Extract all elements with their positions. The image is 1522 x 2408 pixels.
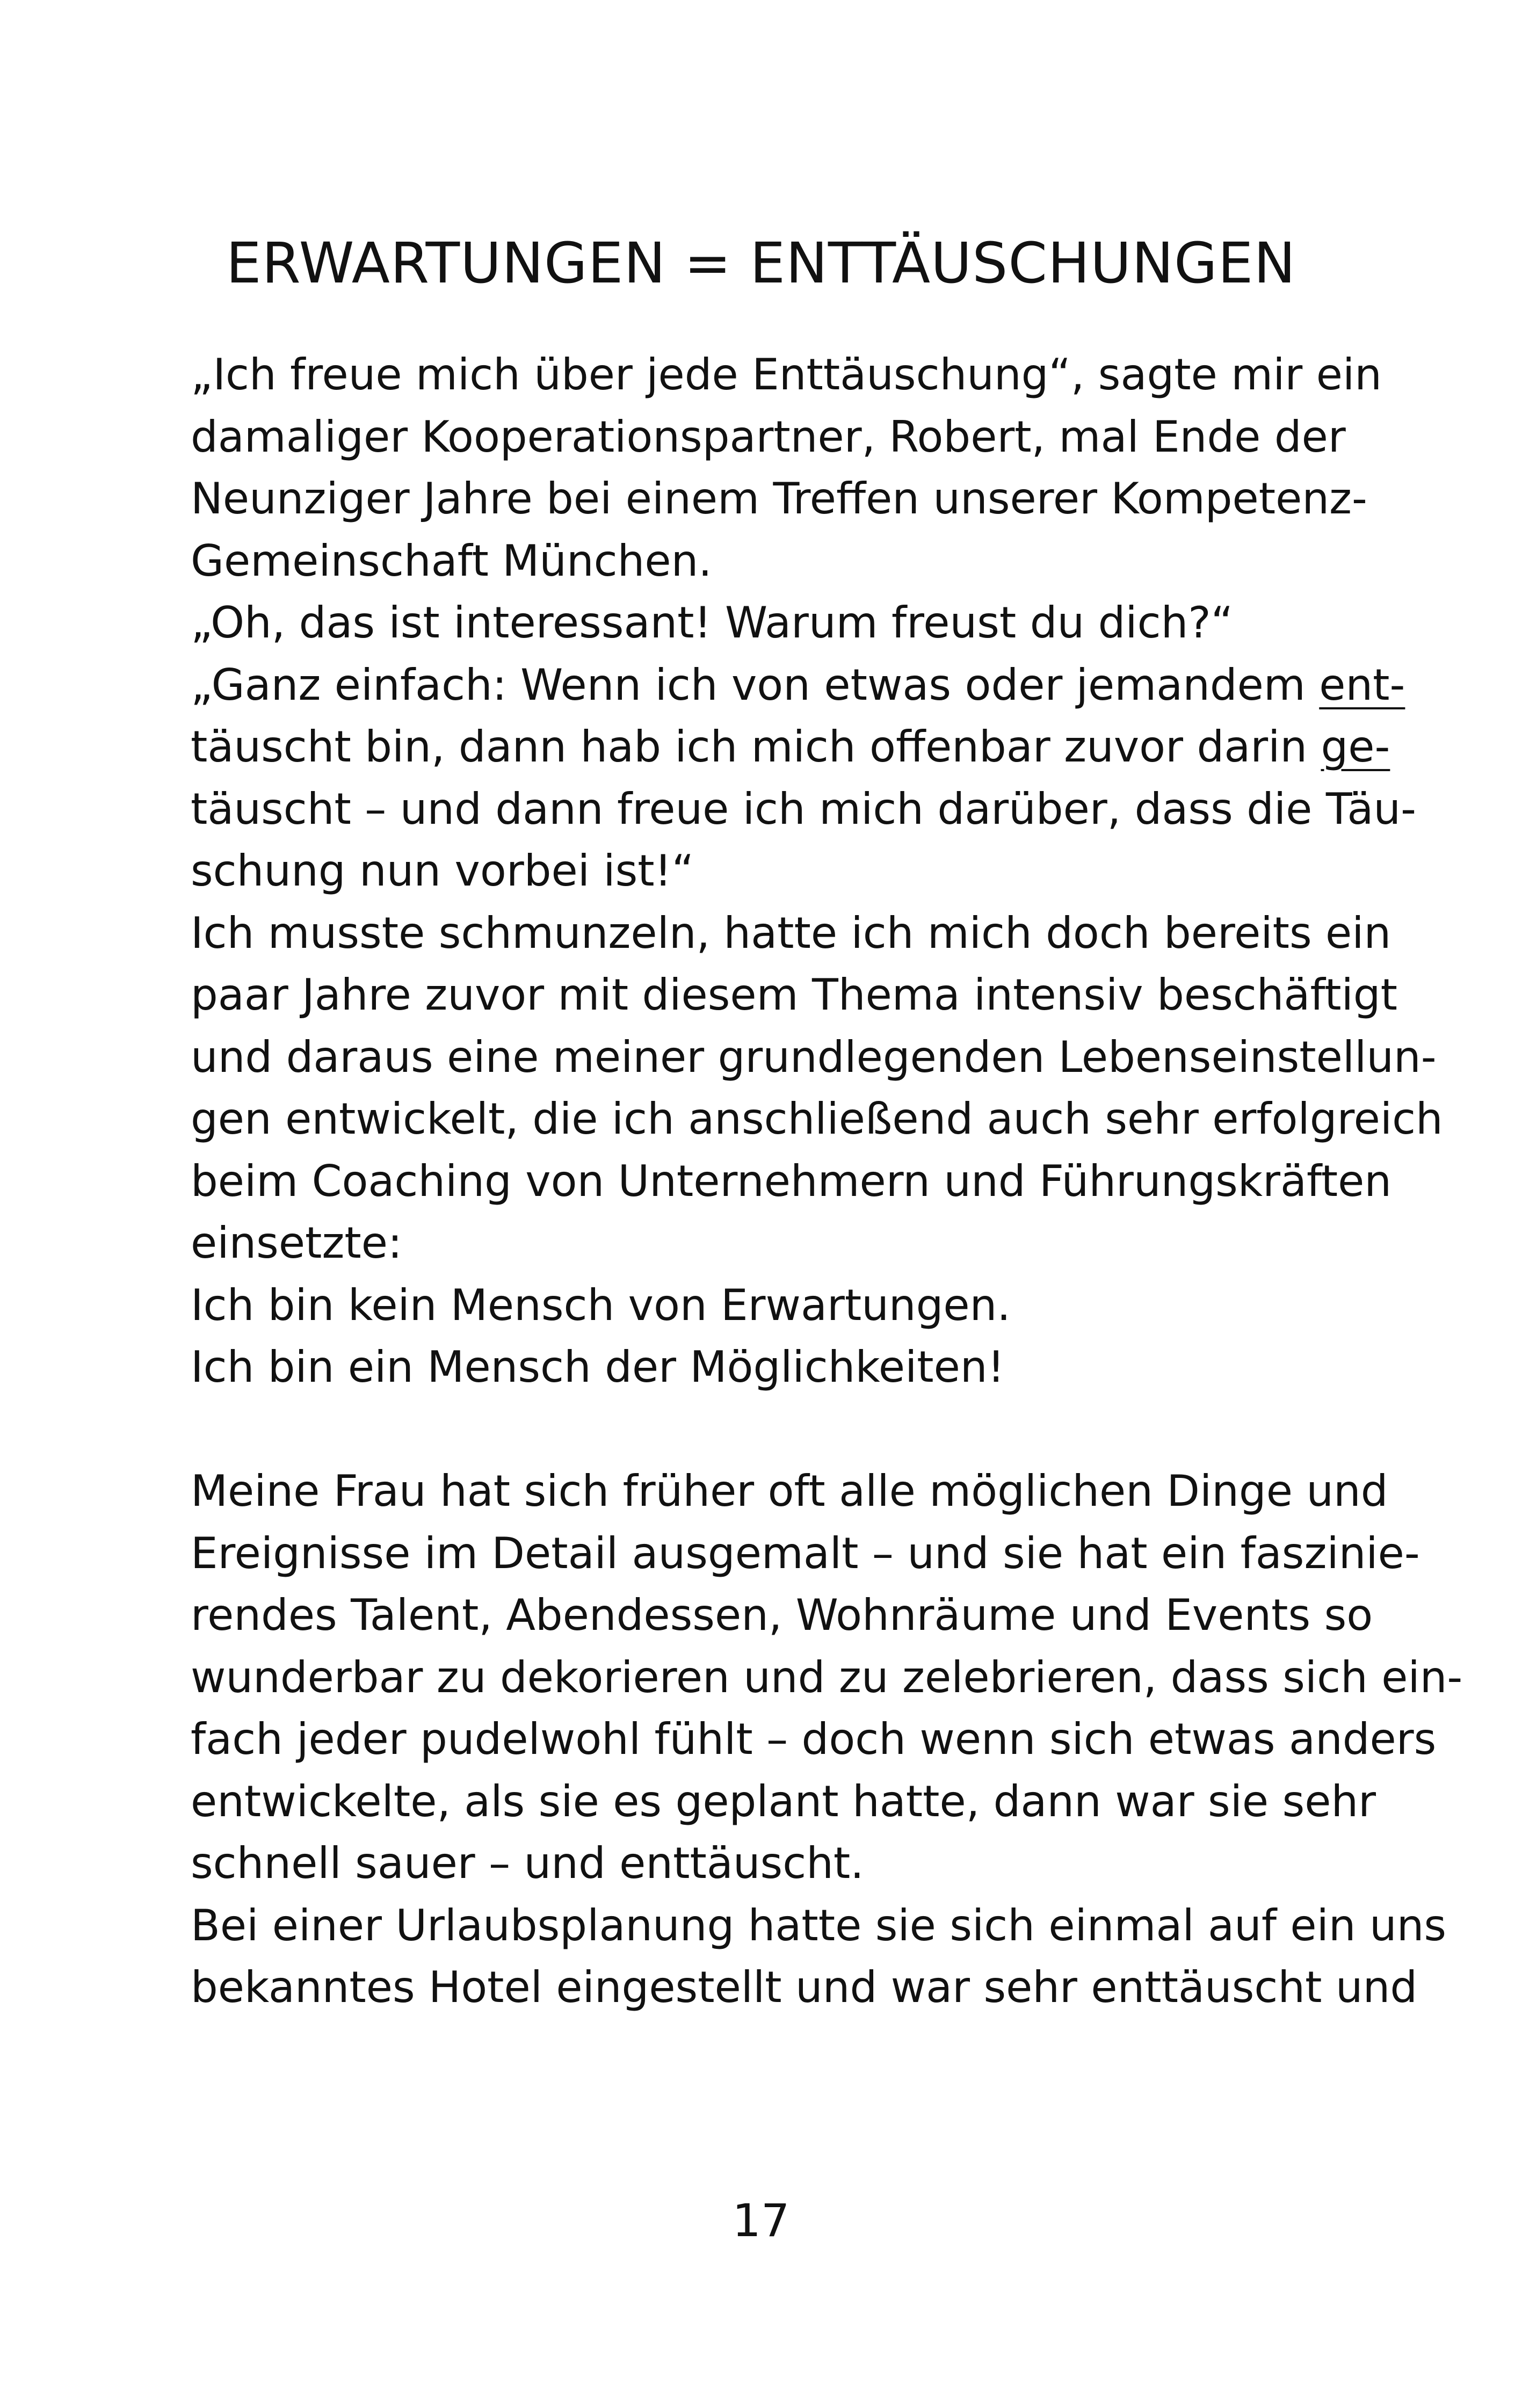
text-line: [191, 1212, 1329, 1274]
line-text: Ereignisse im Detail ausgemalt – und sie hat ein faszinie-: [191, 1528, 1420, 1578]
underlined-syllable: ent-: [1319, 659, 1405, 710]
text-line: [191, 1584, 1373, 1647]
line-text: schung nun vorbei ist!“: [191, 846, 694, 896]
line-text: „Ich freue mich über jede Enttäuschung“, sagte mir ein: [191, 350, 1382, 400]
line-text: entwickelte, als sie es geplant hatte, dann war sie sehr: [191, 1776, 1376, 1826]
line-text: Meine Frau hat sich früher oft alle möglichen Dinge und: [191, 1466, 1388, 1516]
text-line: [191, 1956, 1418, 2019]
text-line: [191, 1771, 1376, 1833]
text-line: [191, 1708, 1437, 1771]
text-line: [191, 530, 1329, 592]
text-line: [191, 902, 1391, 964]
body-text: [191, 344, 1463, 2019]
paragraph-break: [191, 1398, 1329, 1461]
text-line: [191, 1522, 1420, 1585]
text-line: [191, 778, 1416, 840]
text-line: [191, 592, 1329, 654]
text-line: [191, 1150, 1392, 1213]
line-text: Neunziger Jahre bei einem Treffen unserer Kompetenz-: [191, 474, 1367, 524]
text-line: [191, 840, 1329, 902]
text-line: [191, 654, 1405, 716]
line-text: Ich bin ein Mensch der Möglichkeiten!: [191, 1342, 1005, 1392]
line-text: schnell sauer – und enttäuscht.: [191, 1838, 864, 1888]
line-text: täuscht – und dann freue ich mich darüber, dass die Täu-: [191, 784, 1416, 834]
text-line: [191, 1088, 1443, 1150]
line-text: Ich bin kein Mensch von Erwartungen.: [191, 1280, 1011, 1330]
line-text: paar Jahre zuvor mit diesem Thema intensiv beschäftigt: [191, 970, 1397, 1020]
line-text: wunderbar zu dekorieren und zu zelebrieren, dass sich ein-: [191, 1652, 1463, 1702]
text-line: [191, 964, 1397, 1026]
line-text: „Oh, das ist interessant! Warum freust du dich?“: [191, 598, 1234, 648]
line-text: damaliger Kooperationspartner, Robert, mal Ende der: [191, 411, 1346, 462]
text-line: [191, 1026, 1437, 1089]
page-number: 17: [732, 2194, 790, 2247]
line-text: einsetzte:: [191, 1218, 402, 1268]
text-line: [191, 1274, 1329, 1337]
line-text: bekanntes Hotel eingestellt und war sehr enttäuscht und: [191, 1962, 1418, 2012]
line-text: Ich musste schmunzeln, hatte ich mich doch bereits ein: [191, 908, 1391, 958]
line-text: rendes Talent, Abendessen, Wohnräume und Events so: [191, 1590, 1373, 1640]
text-line: [191, 344, 1382, 406]
text-line: [191, 1460, 1388, 1522]
line-text: Bei einer Urlaubsplanung hatte sie sich einmal auf ein uns: [191, 1900, 1447, 1950]
line-text: „Ganz einfach: Wenn ich von etwas oder jemandem: [191, 659, 1320, 710]
text-line: [191, 1895, 1447, 1957]
text-line: [191, 406, 1346, 468]
text-line: [191, 1647, 1463, 1709]
line-text: beim Coaching von Unternehmern und Führungskräften: [191, 1156, 1392, 1206]
page-title: ERWARTUNGEN = ENTTÄUSCHUNGEN: [226, 230, 1296, 296]
line-text: Gemeinschaft München.: [191, 535, 712, 586]
text-line: [191, 1336, 1329, 1398]
line-text: und daraus eine meiner grundlegenden Lebenseinstellun-: [191, 1032, 1437, 1082]
line-text: fach jeder pudelwohl fühlt – doch wenn sich etwas anders: [191, 1714, 1437, 1764]
line-text: täuscht bin, dann hab ich mich offenbar zuvor darin: [191, 722, 1321, 772]
underlined-syllable: ge-: [1321, 722, 1390, 772]
text-line: [191, 716, 1390, 778]
text-line: [191, 1832, 1329, 1895]
line-text: gen entwickelt, die ich anschließend auch sehr erfolgreich: [191, 1094, 1443, 1144]
text-line: [191, 468, 1367, 530]
